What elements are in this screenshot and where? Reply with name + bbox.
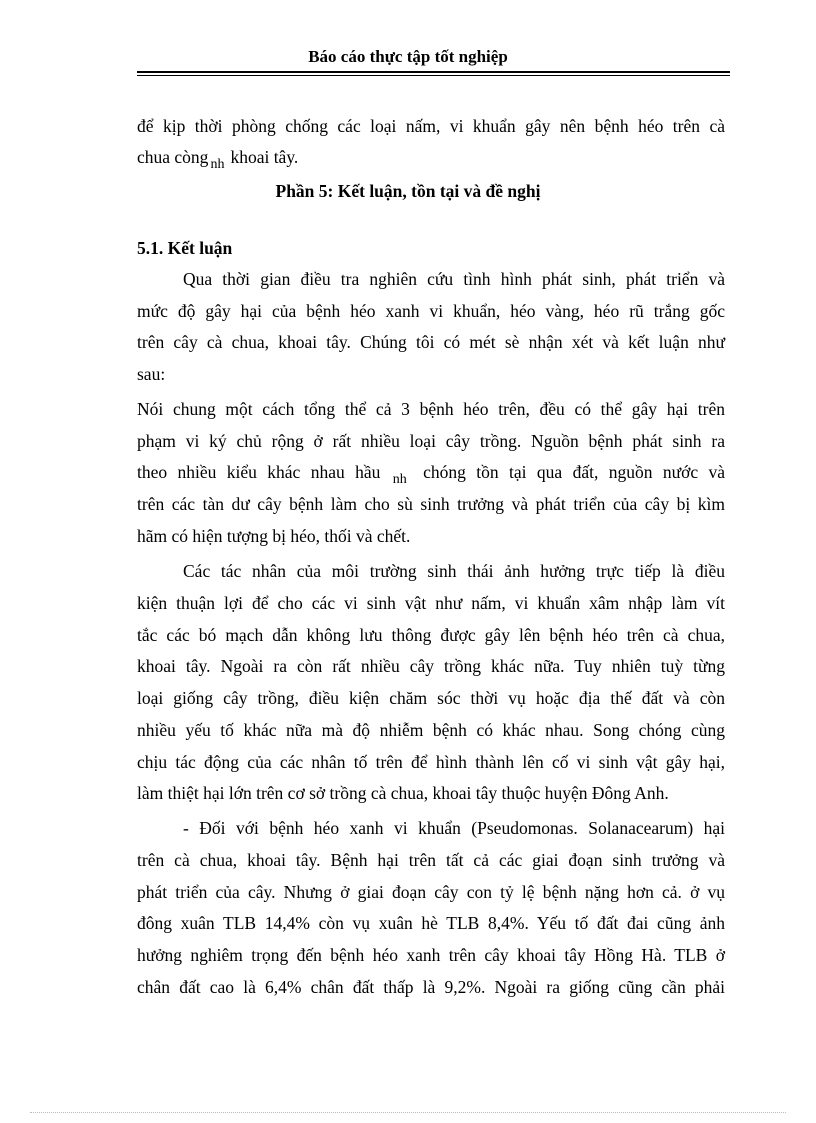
- text-line: loại giống cây trồng, điều kiện chăm sóc thời vụ hoặc địa thế đất và còn: [137, 688, 725, 708]
- text-fragment: chua còng: [137, 147, 209, 167]
- page-header-title: Báo cáo thực tập tốt nghiệp: [308, 47, 508, 66]
- text-line: [137, 146, 725, 171]
- text-line: hưởng nghiêm trọng đến bệnh héo xanh trên cây khoai tây Hồng Hà. TLB ở: [137, 945, 725, 965]
- text-line: trên cà chua, khoai tây. Bệnh hại trên tất cả các giai đoạn sinh trưởng và: [137, 850, 725, 870]
- page-bottom-divider: [30, 1112, 786, 1113]
- section-title: Phần 5: Kết luận, tồn tại và đề nghị: [275, 181, 541, 201]
- header-rule-thick: [137, 71, 730, 73]
- text-line: trên cây cà chua, khoai tây. Chúng tôi có mét sè nhận xét và kết luận như: [137, 332, 725, 352]
- text-line: trên các tàn dư cây bệnh làm cho sù sinh trưởng và phát triển của cây bị kìm: [137, 494, 725, 514]
- text-line: sau:: [137, 364, 166, 384]
- subsection-heading: 5.1. Kết luận: [137, 238, 233, 258]
- text-line: Các tác nhân của môi trường sinh thái ảnh hưởng trực tiếp là điều: [183, 561, 725, 581]
- text-line: đông xuân TLB 14,4% còn vụ xuân hè TLB 8,4%. Yếu tố đất đai cũng ảnh: [137, 913, 725, 933]
- header-rule-thin: [137, 75, 730, 76]
- text-line: chịu tác động của các nhân tố trên để hình thành lên cố vi sinh vật gây hại,: [137, 752, 725, 772]
- text-line: tắc các bó mạch dẫn không lưu thông được gây lên bệnh héo trên cà chua,: [137, 625, 725, 645]
- text-line: Qua thời gian điều tra nghiên cứu tình hình phát sinh, phát triển và: [183, 269, 725, 289]
- text-line: nhiều yếu tố khác nữa mà độ nhiễm bệnh có khác nhau. Song chóng cùng: [137, 720, 725, 740]
- text-fragment: theo nhiều kiểu khác nhau hầu: [137, 462, 381, 482]
- text-line: để kịp thời phòng chống các loại nấm, vi khuẩn gây nên bệnh héo trên cà: [137, 116, 725, 136]
- text-fragment: khoai tây.: [230, 147, 299, 167]
- text-fragment: chóng tồn tại qua đất, nguồn nước và: [423, 462, 726, 482]
- text-line: chân đất cao là 6,4% chân đất thấp là 9,2%. Ngoài ra giống cũng cần phải: [137, 977, 725, 997]
- text-line: [137, 461, 725, 486]
- text-line: kiện thuận lợi để cho các vi sinh vật như nấm, vi khuẩn xâm nhập làm vít: [137, 593, 725, 613]
- text-line: Nói chung một cách tổng thể cả 3 bệnh héo trên, đều có thể gây hại trên: [137, 399, 725, 419]
- subscript-fragment: nh: [210, 157, 225, 172]
- subscript-fragment: nh: [392, 472, 407, 487]
- text-line: khoai tây. Ngoài ra còn rất nhiều cây trồng khác nữa. Tuy nhiên tuỳ từng: [137, 656, 725, 676]
- text-line: làm thiệt hại lớn trên cơ sở trồng cà chua, khoai tây thuộc huyện Đông Anh.: [137, 783, 669, 803]
- text-line: hãm có hiện tượng bị héo, thối và chết.: [137, 526, 411, 546]
- text-line: phát triển của cây. Nhưng ở giai đoạn cây con tỷ lệ bệnh nặng hơn cả. ở vụ: [137, 882, 725, 902]
- text-line: - Đối với bệnh héo xanh vi khuẩn (Pseudomonas. Solanacearum) hại: [183, 818, 725, 838]
- text-line: phạm vi ký chủ rộng ở rất nhiều loại cây trồng. Nguồn bệnh phát sinh ra: [137, 431, 725, 451]
- text-line: mức độ gây hại của bệnh héo xanh vi khuẩn, héo vàng, héo rũ trắng gốc: [137, 301, 725, 321]
